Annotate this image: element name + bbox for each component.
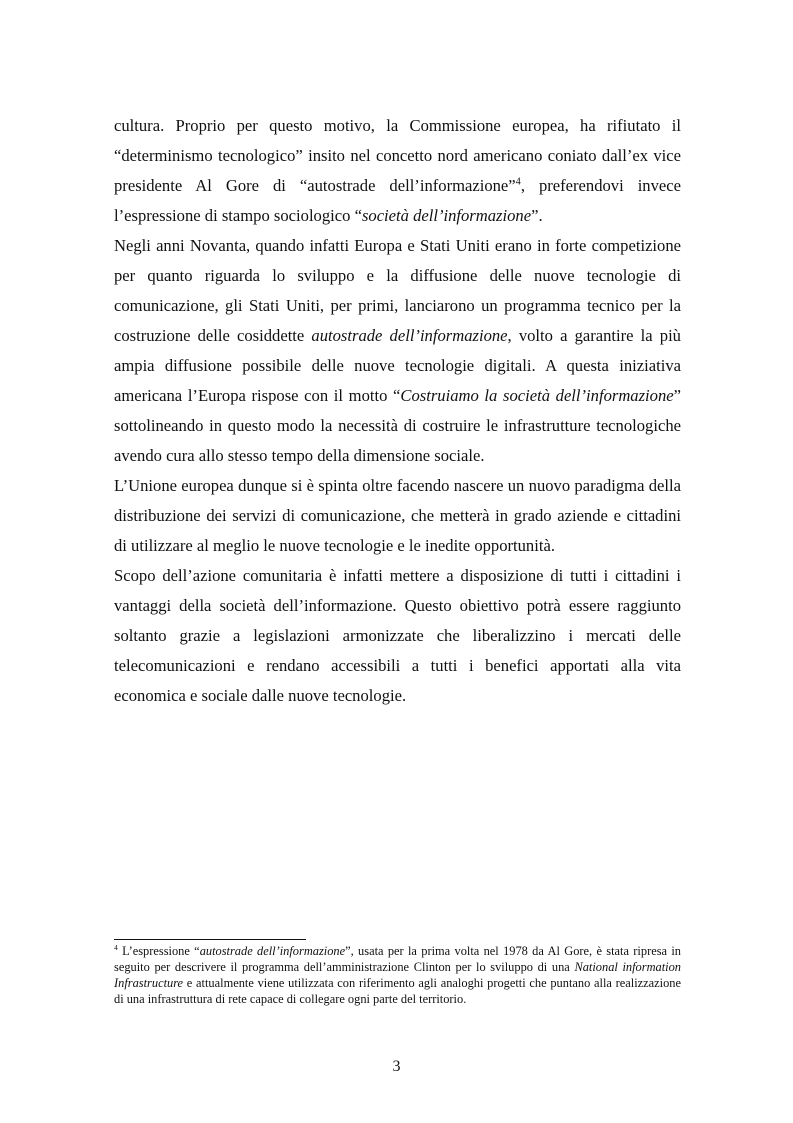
- footnote-separator: [114, 939, 306, 940]
- page-number: 3: [392, 1058, 401, 1075]
- footnote-reference: 4: [515, 176, 521, 188]
- italic-text: autostrade dell’informazione: [311, 326, 508, 345]
- text-run: L’Unione europea dunque si è spinta oltre facendo nascere un nuovo paradigma della distribuzione dei servizi di comunicazione, che metterà in grado aziende e cittadini di utilizzare al meglio le nuove tecnologie e le inedite opportunità.: [114, 476, 681, 555]
- body-text: [114, 111, 681, 711]
- text-run: ”, usata per la prima volta nel 1978 da Al Gore, è stata ripresa in seguito per descrivere il programma dell’amministrazione Clinton per lo sviluppo di una: [114, 944, 681, 974]
- italic-text: autostrade dell’informazione: [199, 944, 346, 958]
- text-run: e attualmente viene utilizzata con riferimento agli analoghi progetti che puntano alla realizzazione di una infrastruttura di rete capace di collegare ogni parte del territorio.: [114, 976, 681, 1006]
- text-run: , preferendovi invece l’espressione di stampo sociologico “: [114, 176, 681, 225]
- footnote-reference: 4: [114, 942, 118, 952]
- paragraph: [114, 231, 681, 471]
- italic-text: società dell’informazione: [361, 206, 532, 225]
- paragraph: [114, 111, 681, 231]
- paragraph: [114, 561, 681, 711]
- footnote: [114, 943, 681, 1007]
- italic-text: National information Infrastructure: [114, 960, 681, 990]
- text-run: ”.: [531, 206, 543, 225]
- text-run: cultura. Proprio per questo motivo, la Commissione europea, ha rifiutato il “determinismo tecnologico” insito nel concetto nord americano coniato dall’ex vice presidente Al Gore di “autostrade dell’informazione”: [114, 116, 681, 195]
- text-run: Scopo dell’azione comunitaria è infatti mettere a disposizione di tutti i cittadini i vantaggi della società dell’informazione. Questo obiettivo potrà essere raggiunto soltanto grazie a legislazioni armonizzate che liberalizzino i mercati delle telecomunicazioni e rendano accessibili a tutti i benefici apportati alla vita economica e sociale dalle nuove tecnologie.: [114, 566, 681, 705]
- text-run: ” sottolineando in questo modo la necessità di costruire le infrastrutture tecnologiche avendo cura allo stesso tempo della dimensione sociale.: [114, 386, 682, 465]
- italic-text: Costruiamo la società dell’informazione: [400, 386, 674, 405]
- text-run: L’espressione “: [117, 944, 200, 958]
- text-run: , volto a garantire la più ampia diffusione possibile delle nuove tecnologie digitali. A questa iniziativa americana l’Europa rispose con il motto “: [114, 326, 681, 405]
- paragraph: [114, 471, 681, 561]
- text-run: Negli anni Novanta, quando infatti Europa e Stati Uniti erano in forte competizione per quanto riguarda lo sviluppo e la diffusione delle nuove tecnologie di comunicazione, gli Stati Uniti, per primi, lanciarono un programma tecnico per la costruzione delle cosiddette: [114, 236, 681, 345]
